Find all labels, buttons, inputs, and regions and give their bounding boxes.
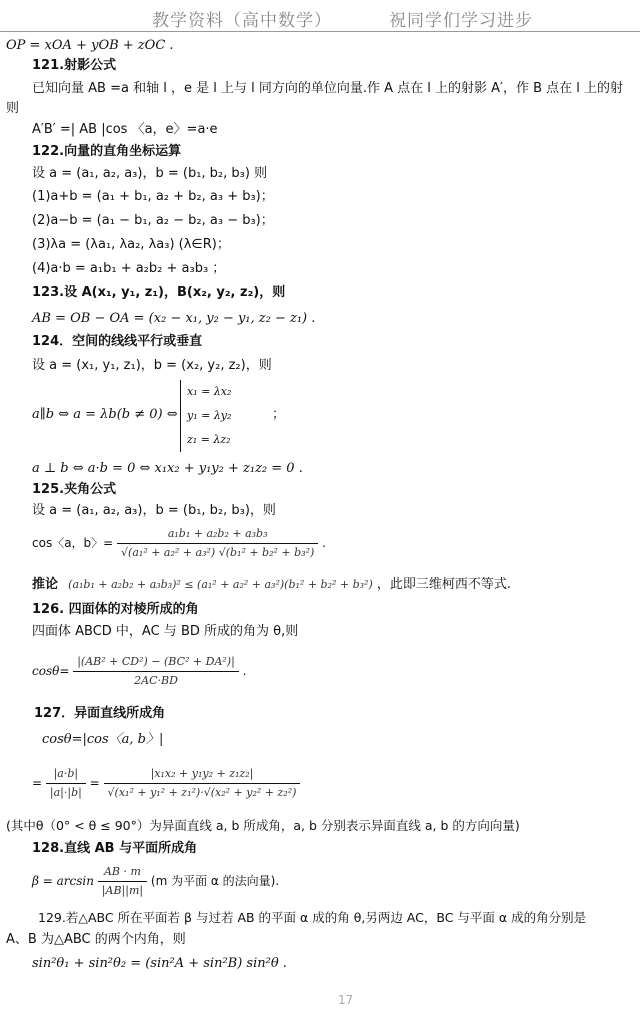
section-123-title: 123.设 A(x₁, y₁, z₁)，B(x₂, y₂, z₂)，则 <box>32 285 286 300</box>
line-plane-numerator: AB · m <box>98 864 147 882</box>
line-plane-note: (m 为平面 α 的法向量). <box>150 874 280 888</box>
page-header <box>0 0 640 34</box>
section-122-title: 122.向量的直角坐标运算 <box>32 144 182 159</box>
skew-fraction-1 <box>46 766 86 801</box>
section-124-parallel: a∥b ⇔ a = λb(b ≠ 0) ⇔ <box>32 407 178 422</box>
section-122-scalar: (3)λa = (λa₁, λa₂, λa₃) (λ∈R)； <box>32 237 230 252</box>
section-124-title: 124．空间的线线平行或垂直 <box>32 334 203 349</box>
cos-angle-denominator: √(a₁² + a₂² + a₃²) √(b₁² + b₂² + b₃²) <box>121 546 315 559</box>
section-128-title: 128.直线 AB 与平面所成角 <box>32 841 198 856</box>
cos-theta-lhs: cosθ= <box>32 664 70 678</box>
section-126-def: 四面体 ABCD 中，AC 与 BD 所成的角为 θ,则 <box>32 624 299 639</box>
section-121-title: 121.射影公式 <box>32 58 117 73</box>
cos-angle-numerator: a₁b₁ + a₂b₂ + a₃b₃ <box>117 526 318 544</box>
line-plane-denominator: |AB||m| <box>101 884 144 897</box>
section-121-text: 已知向量 AB =a 和轴 l ，e 是 l 上与 l 同方向的单位向量.作 A 点在 l 上的射影 A′，作 B 点在 l 上的射 <box>32 81 624 96</box>
cauchy-inequality: (a₁b₁ + a₂b₂ + a₃b₃)² ≤ (a₁² + a₂² + a₃²)(b₁² + b₂² + b₃²) <box>68 578 373 591</box>
tetra-denominator: 2AC·BD <box>134 674 178 687</box>
section-125-def: 设 a = (a₁, a₂, a₃)，b = (b₁, b₂, b₃)，则 <box>32 503 276 518</box>
section-129-text-cont: A、B 为△ABC 的两个内角，则 <box>6 932 186 947</box>
section-129-text: 129.若△ABC 所在平面若 β 与过若 AB 的平面 α 成的角 θ,另两边 AC，BC 与平面 α 成的角分别是 <box>38 910 587 925</box>
skew-denominator-1: |a|·|b| <box>49 786 82 799</box>
section-125-formula <box>32 526 326 561</box>
header-title-right: 祝同学们学习进步 <box>389 11 533 31</box>
cos-angle-fraction <box>117 526 318 561</box>
header-divider <box>0 31 640 32</box>
section-125-title: 125.夹角公式 <box>32 482 117 497</box>
section-123-formula: AB = OB − OA = (x₂ − x₁, y₂ − y₁, z₂ − z₁) . <box>32 311 316 326</box>
section-122-sub: (2)a−b = (a₁ − b₁, a₂ − b₂, a₃ − b₃)； <box>32 213 274 228</box>
section-126-formula <box>32 654 246 689</box>
section-122-add: (1)a+b = (a₁ + b₁, a₂ + b₂, a₃ + b₃)； <box>32 189 274 204</box>
section-128-formula <box>32 864 279 899</box>
system-eq-z: z₁ = λz₂ <box>187 433 231 446</box>
section-122-dot: (4)a·b = a₁b₁ + a₂b₂ + a₃b₃ ； <box>32 261 226 276</box>
section-124-system <box>180 380 231 452</box>
section-121-text-cont: 则 <box>6 101 20 116</box>
beta-lhs: β = arcsin <box>32 874 94 888</box>
tetra-numerator: |(AB² + CD²) − (BC² + DA²)| <box>73 654 239 672</box>
system-semicolon: ； <box>272 407 286 422</box>
corollary-label: 推论 <box>32 577 59 592</box>
section-124-def: 设 a = (x₁, y₁, z₁)，b = (x₂, y₂, z₂)，则 <box>32 358 272 373</box>
skew-fraction-2 <box>104 766 301 801</box>
section-127-note: (其中θ（0° < θ ≤ 90°）为异面直线 a, b 所成角，a, b 分别表示异面直线 a, b 的方向向量) <box>6 818 520 833</box>
system-eq-x: x₁ = λx₂ <box>187 385 232 398</box>
skew-denominator-2: √(x₁² + y₁² + z₁²)·√(x₂² + y₂² + z₂²) <box>107 786 297 799</box>
line-plane-fraction <box>98 864 147 899</box>
skew-numerator-1: |a·b| <box>46 766 86 784</box>
vector-decomposition-line: OP = xOA + yOB + zOC . <box>6 38 174 53</box>
header-title-left: 教学资料（高中数学） <box>152 11 332 31</box>
page-number: 17 <box>338 993 354 1007</box>
section-126-title: 126. 四面体的对棱所成的角 <box>32 602 199 617</box>
cos-angle-lhs: cos〈a，b〉= <box>32 536 114 550</box>
section-127-title: 127．异面直线所成角 <box>34 706 166 721</box>
section-121-formula: A′B′ =| AB |cos 〈a，e〉=a·e <box>32 122 218 137</box>
eq-sign-2: = <box>89 776 100 790</box>
section-127-def: cosθ=|cos〈a, b〉| <box>42 732 164 747</box>
section-125-corollary <box>32 577 511 593</box>
tetra-fraction <box>73 654 239 689</box>
corollary-note: ，此即三维柯西不等式. <box>376 577 512 592</box>
section-122-def: 设 a = (a₁, a₂, a₃)，b = (b₁, b₂, b₃) 则 <box>32 166 268 181</box>
section-127-formula <box>32 766 300 801</box>
cos-angle-end: . <box>322 536 326 550</box>
system-eq-y: y₁ = λy₂ <box>187 409 232 422</box>
section-124-perpendicular: a ⊥ b ⇔ a·b = 0 ⇔ x₁x₂ + y₁y₂ + z₁z₂ = 0 . <box>32 461 303 476</box>
tetra-end: . <box>242 664 247 678</box>
skew-numerator-2: |x₁x₂ + y₁y₂ + z₁z₂| <box>104 766 301 784</box>
eq-sign-1: = <box>32 776 43 790</box>
section-129-formula: sin²θ₁ + sin²θ₂ = (sin²A + sin²B) sin²θ . <box>32 956 287 971</box>
